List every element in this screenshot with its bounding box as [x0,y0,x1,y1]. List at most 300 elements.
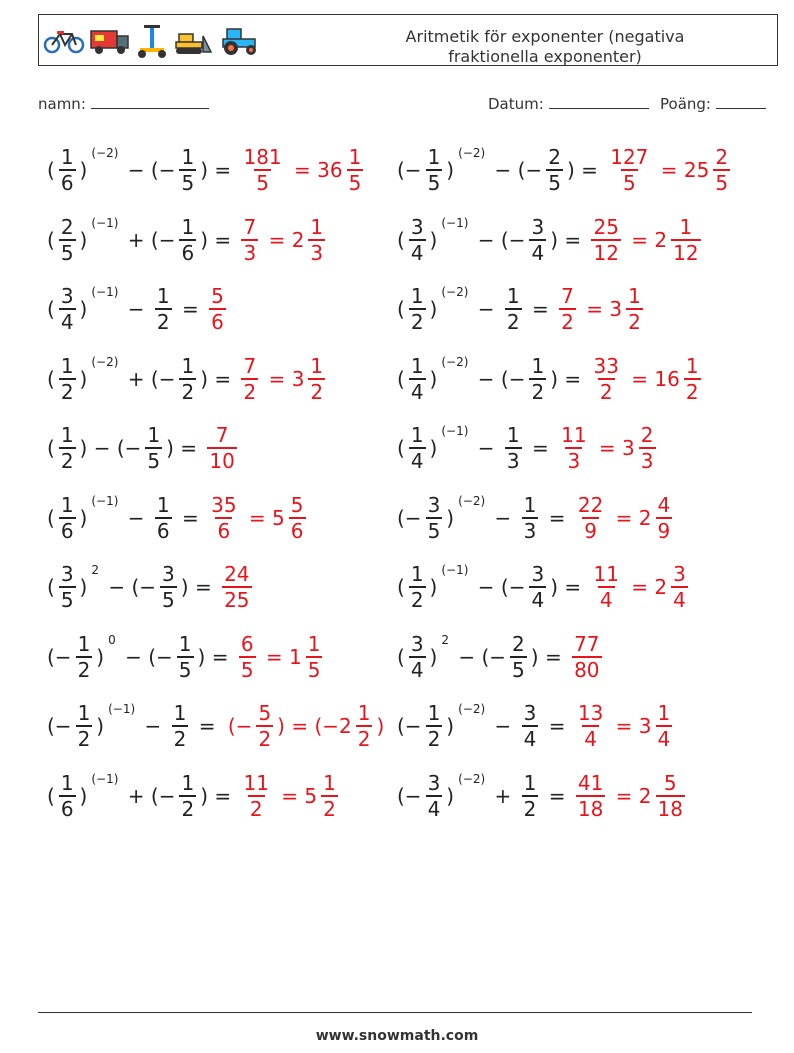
operator-text: ( [397,227,405,252]
answer-text: = 2 [262,227,305,252]
operator-text: ( [397,366,405,391]
answer-text: = 2 [609,783,652,808]
numerator: 7 [215,423,229,447]
operator-text: ( [47,783,55,808]
header-icons [43,23,261,59]
numerator: 2 [512,631,525,656]
numerator: 1 [628,284,641,308]
numerator: 3 [523,701,537,725]
fraction [59,423,76,473]
denominator: 5 [427,518,441,543]
fraction [179,354,196,404]
numerator: 1 [60,353,74,378]
fraction [529,354,546,404]
operator-text: = [525,436,556,460]
operator-text: − (− [121,158,176,182]
numerator: 3 [410,214,424,239]
denominator: 4 [531,588,545,612]
numerator: 2 [548,145,561,169]
denominator: 5 [178,657,192,682]
denominator: 6 [181,240,195,265]
answer-fraction [239,632,256,682]
denominator: 18 [577,796,604,821]
denominator: 9 [584,518,597,543]
answer-fraction [559,284,576,334]
answer-text: (− [227,714,253,738]
denominator: 5 [622,171,636,195]
date-blank[interactable] [549,94,649,109]
numerator: 181 [243,145,282,169]
operator-text: = [175,297,206,321]
denominator: 2 [323,796,336,821]
denominator: 2 [561,310,574,334]
answer-fraction [576,493,605,543]
denominator: 2 [357,727,371,751]
problem-19 [44,766,339,826]
answer-text: = 2 [609,505,652,530]
denominator: 3 [243,240,257,265]
exponent: (−1) [441,563,469,577]
fraction [172,701,189,751]
fraction [409,423,426,473]
operator-text: ) [79,575,88,599]
denominator: 4 [599,588,613,612]
operator-text: ) [79,227,88,252]
answer-fraction [289,493,306,543]
denominator: 12 [593,240,619,265]
operator-text: (− [397,505,422,530]
numerator: 41 [577,770,604,795]
operator-text: − (− [452,644,507,669]
denominator: 3 [506,449,520,473]
score-blank[interactable] [716,94,766,109]
problem-2 [394,140,731,200]
numerator: 7 [243,214,257,239]
answer-fraction [713,145,730,195]
operator-text: = [525,297,556,321]
fraction [179,215,196,265]
fraction [76,701,93,751]
numerator: 1 [410,423,424,447]
fraction [179,771,196,821]
numerator: 1 [147,423,161,447]
date-label: Datum: [488,95,544,113]
answer-fraction [656,493,673,543]
numerator: 1 [60,423,74,447]
fraction [505,284,522,334]
operator-text: ) [446,783,455,808]
numerator: 1 [181,145,195,169]
fraction [59,771,76,821]
denominator: 3 [640,449,654,473]
operator-text: − [471,297,501,321]
problem-1 [44,140,364,200]
answer-fraction [308,354,325,404]
numerator: 1 [410,353,424,378]
denominator: 4 [673,588,686,612]
denominator: 2 [531,379,545,404]
score-field [660,94,766,113]
denominator: 4 [410,379,424,404]
operator-text: ) = [550,227,588,252]
operator-text: (− [47,644,72,669]
operator-text: ) = [550,366,588,391]
operator-text: ) = [550,575,588,599]
operator-text: ( [47,158,55,182]
denominator: 25 [224,588,250,612]
denominator: 5 [512,657,525,682]
denominator: 5 [715,171,729,195]
numerator: 1 [178,631,192,656]
denominator: 5 [348,171,362,195]
fraction [59,284,76,334]
fraction [522,771,539,821]
numerator: 1 [348,145,362,169]
numerator: 1 [506,284,520,308]
answer-fraction [576,701,605,751]
numerator: 3 [162,562,175,586]
fraction [505,423,522,473]
numerator: 1 [410,284,424,308]
answer-text: = 25 [654,158,710,182]
exponent: 2 [91,563,99,577]
fraction [160,562,177,612]
denominator: 2 [60,379,74,404]
numerator: 4 [657,492,671,517]
operator-text: ) [429,297,438,321]
denominator: 2 [60,449,74,473]
numerator: 5 [290,492,304,517]
numerator: 3 [60,562,74,586]
answer-text: = 36 [287,158,343,182]
operator-text: − [488,505,518,530]
fraction [409,284,426,334]
answer-fraction [626,284,643,334]
fraction [529,562,546,612]
numerator: 24 [224,562,250,586]
numerator: 1 [679,214,693,239]
problem-7 [44,349,326,409]
denominator: 2 [243,379,257,404]
operator-text: ) [96,644,105,669]
answer-fraction [308,215,325,265]
denominator: 5 [307,657,321,682]
bicycle-icon [43,27,85,55]
denominator: 2 [310,379,324,404]
operator-text: − [121,297,151,321]
numerator: 1 [657,701,671,725]
numerator: 1 [60,145,74,169]
fraction [426,145,443,195]
fraction [76,632,93,682]
truck-icon [89,26,131,56]
denominator: 6 [290,518,304,543]
problem-16 [394,627,603,687]
denominator: 6 [217,518,231,543]
exponent: (−1) [91,285,119,299]
footer-site: www.snowmath.com [315,1028,479,1044]
numerator: 1 [173,701,187,725]
numerator: 22 [577,492,604,517]
operator-text: ) [429,575,438,599]
answer-fraction [684,354,701,404]
answer-fraction [256,701,273,751]
operator-text: − (− [102,575,157,599]
numerator: 1 [310,214,324,239]
operator-text: ( [397,297,405,321]
numerator: 3 [60,284,74,308]
answer-text: = 5 [242,505,285,530]
answer-text: = 2 [624,227,668,252]
numerator: 77 [574,631,600,656]
numerator: 1 [531,353,545,378]
denominator: 4 [531,240,545,265]
denominator: 2 [427,727,441,751]
numerator: 11 [243,770,269,795]
denominator: 4 [410,449,424,473]
operator-text: (− [47,714,72,738]
operator-text: ) = [200,783,238,808]
fraction [177,632,194,682]
bulldozer-icon [173,26,215,56]
numerator: 1 [60,770,74,795]
name-field [38,94,209,113]
numerator: 1 [181,770,195,795]
name-label: namn: [38,95,86,113]
denominator: 4 [523,727,537,751]
answer-fraction [222,562,251,612]
operator-text: − (− [488,158,543,182]
denominator: 2 [410,310,424,334]
exponent: (−2) [91,354,119,369]
denominator: 5 [427,171,441,195]
answer-text: = 16 [624,366,680,391]
answer-fraction [559,423,588,473]
denominator: 5 [548,171,561,195]
denominator: 2 [249,796,263,821]
numerator: 7 [243,353,257,378]
operator-text: + (− [121,227,176,252]
operator-text: ) = [200,158,238,182]
denominator: 3 [567,449,581,473]
denominator: 6 [60,171,74,195]
operator-text: ) − (− [79,436,142,460]
operator-text: ) [79,783,88,808]
numerator: 6 [240,631,254,656]
answer-text: = 1 [259,644,302,669]
operator-text: ) = [200,227,238,252]
operator-text: ) = [530,644,569,669]
operator-text: − [138,714,168,738]
operator-text: = [175,505,206,530]
fraction [409,354,426,404]
numerator: 2 [715,145,729,169]
operator-text: ) = [200,366,238,391]
problem-11 [44,488,307,548]
denominator: 2 [523,796,537,821]
answer-fraction [639,423,656,473]
operator-text: ) [429,644,438,669]
answer-text: = 2 [624,575,668,599]
numerator: 13 [577,701,604,725]
denominator: 4 [410,240,424,265]
operator-text: + (− [121,366,176,391]
exponent: (−1) [441,424,469,438]
numerator: 1 [323,770,336,795]
operator-text: ) [79,297,88,321]
name-blank[interactable] [91,94,209,109]
numerator: 33 [593,353,619,378]
denominator: 2 [181,379,195,404]
fraction [510,632,527,682]
operator-text: (− [397,783,422,808]
fraction [409,562,426,612]
operator-text: ( [47,575,55,599]
numerator: 3 [410,631,424,656]
answer-fraction [608,145,650,195]
numerator: 3 [427,770,441,795]
exponent: (−1) [108,702,136,716]
operator-text: + [488,783,518,808]
fraction [59,145,76,195]
denominator: 2 [156,310,170,334]
operator-text: ) [96,714,105,738]
fraction [409,632,426,682]
answer-fraction [656,771,685,821]
numerator: 3 [531,214,545,239]
worksheet-header [38,14,778,66]
operator-text: ) = [197,644,235,669]
answer-fraction [356,701,373,751]
problem-17 [44,696,387,756]
answer-fraction [209,493,238,543]
answer-text: = 3 [592,436,635,460]
operator-text: = [542,783,572,808]
numerator: 3 [673,562,686,586]
denominator: 10 [209,449,235,473]
answer-fraction [656,701,673,751]
denominator: 18 [657,796,683,821]
fraction [409,215,426,265]
numerator: 1 [181,353,195,378]
answer-text: = 3 [609,714,652,738]
fraction [546,145,563,195]
operator-text: ( [397,436,405,460]
operator-text: ( [47,297,55,321]
numerator: 1 [523,770,537,795]
fraction [522,493,539,543]
numerator: 2 [640,423,654,447]
operator-text: ) [446,714,455,738]
operator-text: ) [429,366,438,391]
operator-text: = [542,714,572,738]
denominator: 4 [657,727,671,751]
exponent: (−2) [441,354,469,369]
answer-text: ) [376,714,385,738]
fraction [59,354,76,404]
denominator: 3 [310,240,324,265]
score-label: Poäng: [660,95,711,113]
denominator: 2 [258,727,272,751]
numerator: 2 [60,214,74,239]
numerator: 1 [410,562,424,586]
problem-6 [394,279,644,339]
operator-text: ) [79,505,88,530]
operator-text: (− [397,714,422,738]
answer-fraction [671,562,688,612]
answer-fraction [347,145,364,195]
fraction [59,493,76,543]
denominator: 9 [657,518,671,543]
numerator: 7 [561,284,574,308]
denominator: 5 [60,588,74,612]
denominator: 2 [77,727,91,751]
operator-text: ( [397,644,405,669]
denominator: 5 [162,588,175,612]
numerator: 5 [663,770,677,795]
answer-fraction [241,215,258,265]
numerator: 3 [427,492,441,517]
fraction [59,215,76,265]
answer-text: ) = (−2 [277,714,352,738]
exponent: (−2) [441,285,469,299]
problem-9 [44,418,238,478]
denominator: 4 [427,796,441,821]
problem-15 [44,627,323,687]
exponent: (−2) [458,771,486,786]
denominator: 4 [60,310,74,334]
denominator: 2 [628,310,641,334]
numerator: 1 [685,353,699,378]
numerator: 1 [427,701,441,725]
fraction [59,562,76,612]
denominator: 5 [60,240,74,265]
numerator: 1 [181,214,195,239]
problem-18 [394,696,673,756]
operator-text: − (− [471,366,526,391]
answer-fraction [241,354,258,404]
denominator: 2 [685,379,699,404]
denominator: 2 [410,588,424,612]
fraction [426,493,443,543]
answer-fraction [321,771,338,821]
footer-divider [38,1012,752,1013]
answer-fraction [306,632,323,682]
denominator: 2 [506,310,520,334]
numerator: 5 [258,701,272,725]
operator-text: ( [397,575,405,599]
operator-text: ) = [166,436,204,460]
numerator: 1 [357,701,371,725]
operator-text: − (− [471,227,526,252]
numerator: 1 [77,631,91,656]
answer-fraction [209,284,226,334]
operator-text: ) [429,227,438,252]
exponent: (−2) [458,146,486,160]
numerator: 1 [523,492,537,517]
answer-fraction [241,771,270,821]
operator-text: (− [397,158,422,182]
exponent: (−2) [458,702,486,716]
denominator: 5 [147,449,161,473]
exponent: (−1) [441,215,469,230]
operator-text: = [192,714,222,738]
answer-fraction [591,215,620,265]
tractor-icon [219,25,261,57]
fraction [529,215,546,265]
answer-fraction [207,423,236,473]
denominator: 6 [60,518,74,543]
